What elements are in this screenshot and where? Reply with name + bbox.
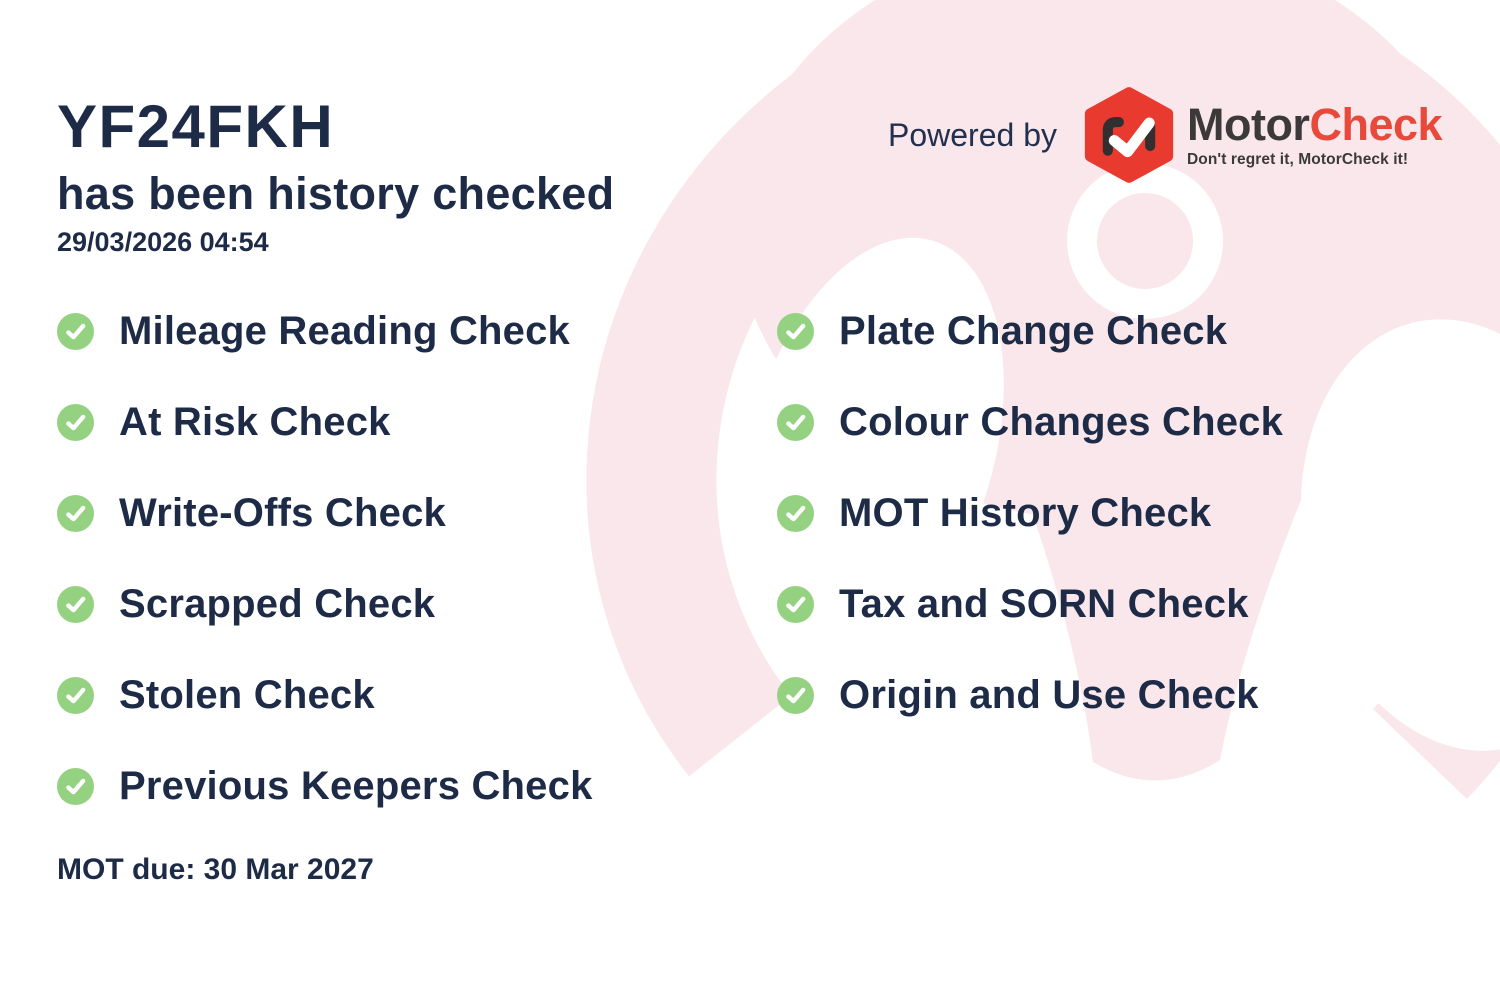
check-label: Plate Change Check: [839, 308, 1228, 353]
motorcheck-hexagon-check-icon: [1083, 86, 1175, 184]
branding-block: [888, 84, 1442, 186]
brand-name: [1186, 98, 1443, 150]
powered-by-label: Powered by: [888, 116, 1057, 153]
registration-plate: YF24FKH: [57, 93, 335, 160]
check-label: Mileage Reading Check: [119, 308, 570, 353]
history-checked-subtitle: has been history checked: [57, 168, 615, 219]
check-row-plate-change: [777, 303, 1227, 359]
check-row-mot-history: [777, 485, 1211, 541]
check-label: MOT History Check: [839, 490, 1212, 535]
check-label: Stolen Check: [119, 672, 375, 717]
check-row-previous-keepers: [57, 758, 593, 814]
brand-name-check: Check: [1309, 98, 1443, 150]
check-circle-icon: [777, 495, 814, 532]
check-circle-icon: [777, 586, 814, 623]
check-label: Previous Keepers Check: [119, 763, 593, 808]
check-circle-icon: [57, 404, 94, 441]
check-circle-icon: [57, 768, 94, 805]
brand-name-motor: Motor: [1186, 98, 1310, 150]
check-row-write-offs: [57, 485, 446, 541]
check-row-stolen: [57, 667, 375, 723]
check-circle-icon: [57, 495, 94, 532]
check-row-mileage-reading: [57, 303, 570, 359]
check-circle-icon: [777, 404, 814, 441]
check-circle-icon: [57, 586, 94, 623]
brand-tagline: Don't regret it, MotorCheck it!: [1186, 150, 1409, 168]
check-row-scrapped: [57, 576, 435, 632]
check-row-origin-use: [777, 667, 1259, 723]
brand-text: [1186, 98, 1443, 169]
mot-due-date: MOT due: 30 Mar 2027: [57, 853, 374, 886]
check-circle-icon: [57, 677, 94, 714]
check-circle-icon: [777, 313, 814, 350]
check-row-at-risk: [57, 394, 391, 450]
check-label: Origin and Use Check: [839, 672, 1259, 717]
check-timestamp: 29/03/2026 04:54: [57, 227, 269, 257]
check-circle-icon: [777, 677, 814, 714]
check-row-tax-sorn: [777, 576, 1249, 632]
check-label: Colour Changes Check: [839, 399, 1284, 444]
check-row-colour-changes: [777, 394, 1283, 450]
check-label: Write-Offs Check: [119, 490, 446, 535]
check-label: At Risk Check: [119, 399, 391, 444]
check-label: Tax and SORN Check: [839, 581, 1249, 626]
check-label: Scrapped Check: [119, 581, 436, 626]
check-circle-icon: [57, 313, 94, 350]
